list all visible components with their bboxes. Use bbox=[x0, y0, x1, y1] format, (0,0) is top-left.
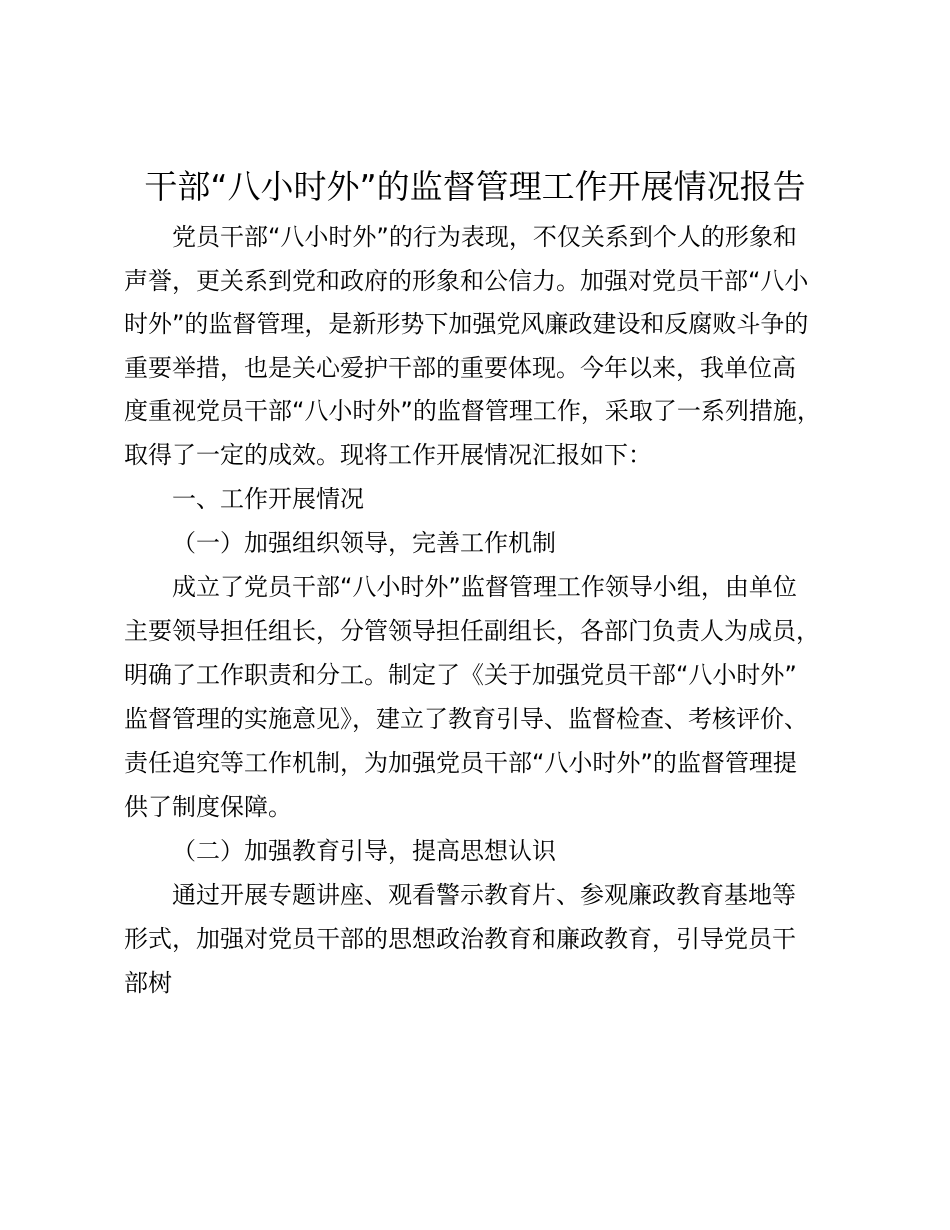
paragraph-line: 供了制度保障。 bbox=[124, 793, 292, 821]
paragraph-line: 责任追究等工作机制，为加强党员干部“八小时外”的监督管理提 bbox=[124, 749, 797, 777]
paragraph-line: 党员干部“八小时外”的行为表现，不仅关系到个人的形象和 bbox=[172, 223, 797, 251]
paragraph-line: 度重视党员干部“八小时外”的监督管理工作，采取了一系列措施， bbox=[124, 397, 821, 425]
paragraph-line: 通过开展专题讲座、观看警示教育片、参观廉政教育基地等 bbox=[172, 881, 796, 909]
paragraph-line: 取得了一定的成效。现将工作开展情况汇报如下： bbox=[124, 441, 652, 469]
paragraph-line: 成立了党员干部“八小时外”监督管理工作领导小组，由单位 bbox=[172, 573, 797, 601]
paragraph-line: 监督管理的实施意见》，建立了教育引导、监督检查、考核评价、 bbox=[124, 705, 808, 733]
section-heading: 一、工作开展情况 bbox=[172, 485, 364, 513]
document-title: 干部“八小时外”的监督管理工作开展情况报告 bbox=[144, 167, 806, 206]
subsection-heading: （二）加强教育引导，提高思想认识 bbox=[172, 837, 556, 865]
paragraph-line: 声誉，更关系到党和政府的形象和公信力。加强对党员干部“八小 bbox=[124, 267, 809, 295]
paragraph-line: 部树 bbox=[124, 969, 172, 997]
paragraph-line: 主要领导担任组长，分管领导担任副组长，各部门负责人为成员， bbox=[124, 617, 820, 645]
paragraph-line: 明确了工作职责和分工。制定了《关于加强党员干部“八小时外” bbox=[124, 661, 797, 689]
subsection-heading: （一）加强组织领导，完善工作机制 bbox=[172, 529, 556, 557]
paragraph-line: 重要举措，也是关心爱护干部的重要体现。今年以来，我单位高 bbox=[124, 354, 796, 382]
paragraph-line: 形式，加强对党员干部的思想政治教育和廉政教育，引导党员干 bbox=[124, 925, 796, 953]
paragraph-line: 时外”的监督管理，是新形势下加强党风廉政建设和反腐败斗争的 bbox=[124, 310, 809, 338]
